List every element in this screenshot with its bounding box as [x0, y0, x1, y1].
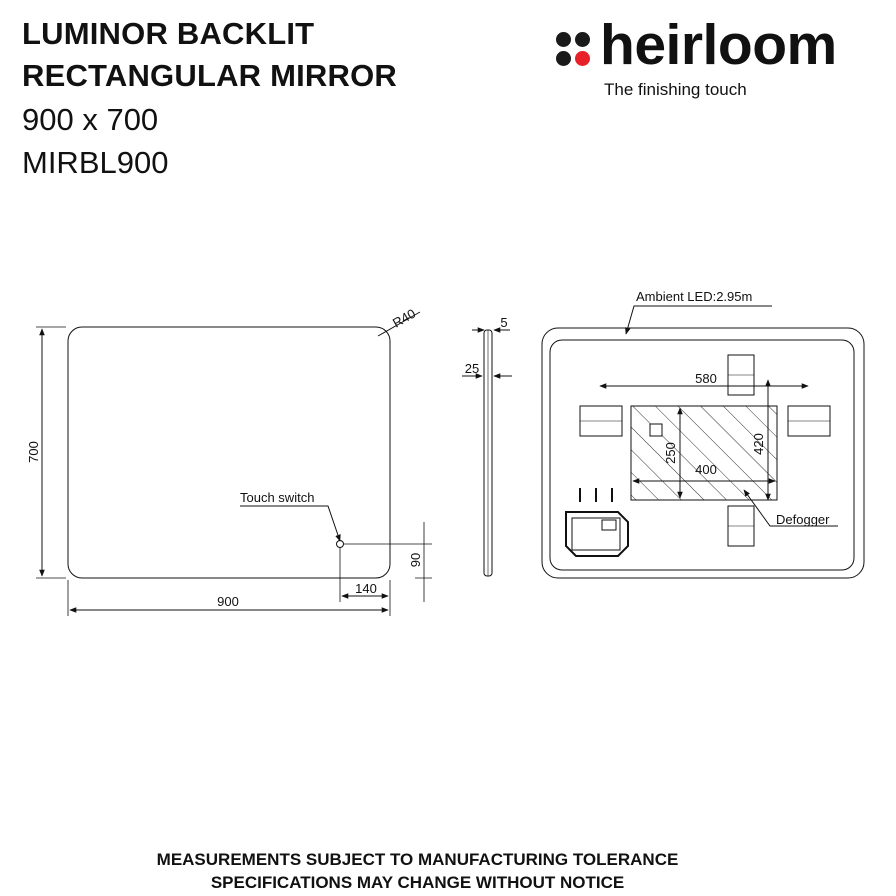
defogger-connector	[650, 424, 662, 436]
rear-view	[542, 306, 864, 578]
front-view	[36, 312, 432, 616]
led-label: Ambient LED:2.95m	[636, 289, 753, 304]
radius-label: R40	[390, 305, 419, 331]
logo-wordmark: heirloom	[600, 13, 837, 77]
footer-tolerance-note: MEASUREMENTS SUBJECT TO MANUFACTURING TOLERANCE	[156, 850, 679, 869]
product-title-line2: RECTANGULAR MIRROR	[22, 58, 397, 93]
switch-x-label: 140	[355, 581, 377, 596]
driver-box	[566, 512, 628, 556]
side-top-label: 5	[500, 315, 508, 330]
product-code: MIRBL900	[22, 145, 169, 180]
touch-switch-leader	[240, 506, 340, 541]
driver-terminal	[602, 520, 616, 530]
product-title-line1: LUMINOR BACKLIT	[22, 16, 315, 51]
footer-spec-note: SPECIFICATIONS MAY CHANGE WITHOUT NOTICE	[210, 873, 625, 892]
switch-y-label: 90	[408, 552, 423, 568]
defogger-h-label: 250	[663, 442, 678, 464]
logo-tagline: The finishing touch	[604, 80, 747, 99]
mirror-outline	[68, 327, 390, 578]
driver-box-inner	[572, 518, 620, 550]
defogger-outer-label: 420	[751, 433, 766, 455]
span-label: 580	[695, 371, 717, 386]
product-size: 900 x 700	[22, 102, 159, 137]
defogger-w-label: 400	[695, 462, 717, 477]
defogger-label: Defogger	[776, 512, 830, 527]
led-leader	[626, 306, 772, 334]
side-depth-label: 25	[464, 361, 480, 376]
height-label: 700	[26, 441, 41, 463]
touch-switch-label: Touch switch	[240, 490, 315, 505]
width-label: 900	[217, 594, 239, 609]
touch-switch-icon	[337, 541, 344, 548]
